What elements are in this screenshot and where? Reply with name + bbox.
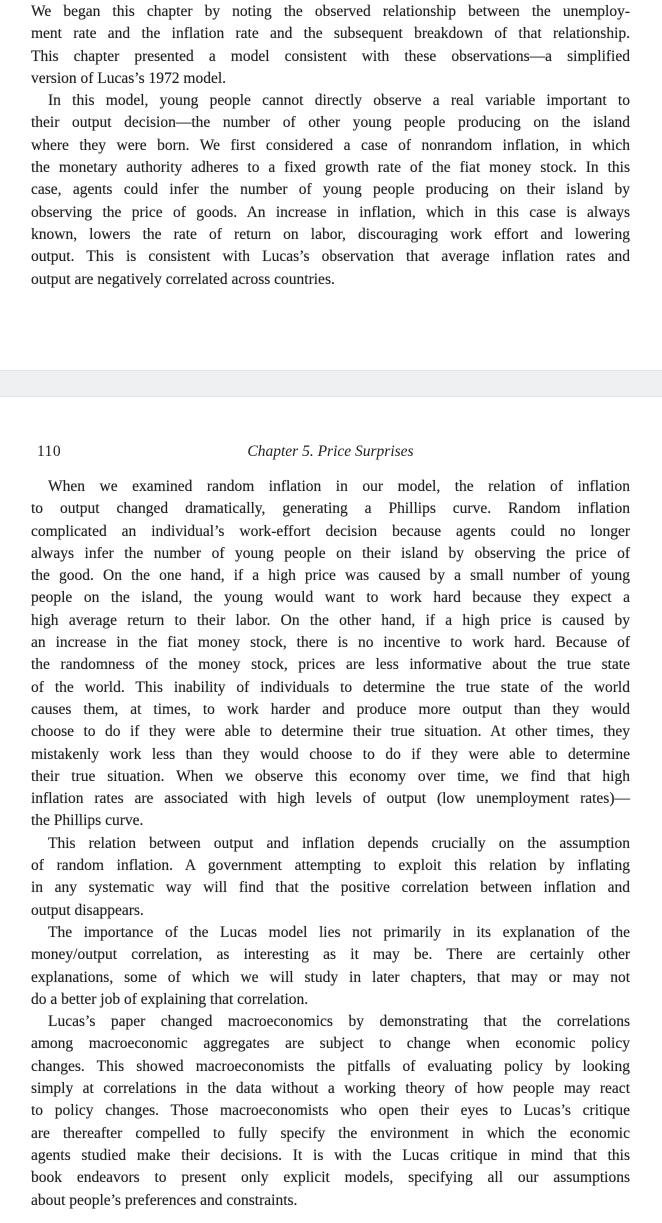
page-110-body [31, 476, 630, 1212]
text-line: money/output correlation, as interesting as it may be. There are certainly other [31, 946, 630, 964]
text-line: of random inflation. A government attempting to exploit this relation by inflating [31, 857, 630, 875]
paragraph [31, 1, 630, 90]
text-line: mistakenly work less than they would choose to do if they were able to determine [31, 745, 630, 763]
text-line: the Phillips curve. [31, 812, 144, 830]
text-line: people on the island, the young would want to work hard because they expect a [31, 589, 630, 607]
text-line: their output decision—the number of other young people producing on the island [31, 114, 630, 132]
text-line: output. This is consistent with Lucas’s observation that average inflation rates and [31, 248, 630, 266]
text-line: to output changed dramatically, generating a Phillips curve. Random inflation [31, 500, 630, 518]
text-line: inflation rates are associated with high levels of output (low unemployment rates)— [31, 790, 630, 808]
text-line: the monetary authority adheres to a fixed growth rate of the fiat money stock. In this [31, 159, 630, 177]
page-separator [0, 370, 662, 397]
text-line: simply at correlations in the data without a working theory of how people may react [31, 1080, 630, 1098]
page-previous-body [31, 1, 630, 291]
text-line: the randomness of the money stock, prices are less informative about the true state [31, 656, 630, 674]
text-line: In this model, young people cannot directly observe a real variable important to [48, 92, 630, 110]
text-line: When we examined random inflation in our model, the relation of inflation [48, 478, 630, 495]
text-line: do a better job of explaining that correlation. [31, 990, 309, 1008]
text-line: always infer the number of young people on their island by observing the price of [31, 544, 630, 562]
paragraph [31, 833, 630, 922]
text-line: their true situation. When we observe this economy over time, we find that high [31, 767, 630, 785]
text-line: changes. This showed macroeconomists the pitfalls of evaluating policy by looking [31, 1057, 630, 1075]
page-header [31, 442, 630, 462]
text-line: The importance of the Lucas model lies not primarily in its explanation of the [48, 923, 630, 941]
text-line: book endeavors to present only explicit models, specifying all our assumptions [31, 1169, 630, 1187]
text-line: This chapter presented a model consistent with these observations—a simplified [31, 47, 630, 65]
page-110 [31, 442, 630, 1212]
page-number: 110 [37, 443, 62, 460]
text-line: where they were born. We first considered a case of nonrandom inflation, in which [31, 136, 630, 154]
text-line: in any systematic way will find that the positive correlation between inflation and [31, 879, 630, 897]
text-line: to policy changes. Those macroeconomists who open their eyes to Lucas’s critique [31, 1102, 630, 1120]
text-line: of the world. This inability of individuals to determine the true state of the world [31, 678, 630, 696]
text-line: explanations, some of which we will study in later chapters, that may or may not [31, 968, 630, 986]
text-line: an increase in the fiat money stock, there is no incentive to work hard. Because of [31, 634, 630, 652]
text-line: are thereafter compelled to fully specify the environment in which the economic [31, 1124, 630, 1142]
text-line: Lucas’s paper changed macroeconomics by demonstrating that the correlations [48, 1013, 630, 1031]
running-head: Chapter 5. Price Surprises [247, 443, 414, 460]
text-line: choose to do if they were able to determine their true situation. At other times, they [31, 723, 630, 741]
text-line: version of Lucas’s 1972 model. [31, 69, 227, 87]
text-line: output disappears. [31, 901, 144, 919]
text-line: This relation between output and inflation depends crucially on the assumption [48, 834, 630, 852]
text-line: We began this chapter by noting the observed relationship between the unemploy- [31, 3, 630, 20]
text-line: output are negatively correlated across countries. [31, 270, 335, 288]
text-line: ment rate and the inflation rate and the subsequent breakdown of that relationship. [31, 25, 630, 43]
text-line: known, lowers the rate of return on labor, discouraging work effort and lowering [31, 225, 630, 243]
text-line: the good. On the one hand, if a high price was caused by a small number of young [31, 567, 630, 585]
text-line: causes them, at times, to work harder and produce more output than they would [31, 700, 630, 718]
paragraph [31, 90, 630, 291]
text-line: agents studied make their decisions. It is with the Lucas critique in mind that this [31, 1146, 630, 1164]
paragraph [31, 476, 630, 833]
text-line: case, agents could infer the number of young people producing on their island by [31, 181, 630, 199]
paragraph [31, 922, 630, 1011]
paragraph [31, 1011, 630, 1212]
text-line: about people’s preferences and constraints. [31, 1191, 298, 1209]
page-previous-fragment [31, 1, 630, 291]
text-line: high average return to their labor. On the other hand, if a high price is caused by [31, 611, 630, 629]
text-line: complicated an individual’s work-effort decision because agents could no longer [31, 522, 630, 540]
text-line: observing the price of goods. An increase in inflation, which in this case is always [31, 203, 630, 221]
text-line: among macroeconomic aggregates are subject to change when economic policy [31, 1035, 630, 1053]
